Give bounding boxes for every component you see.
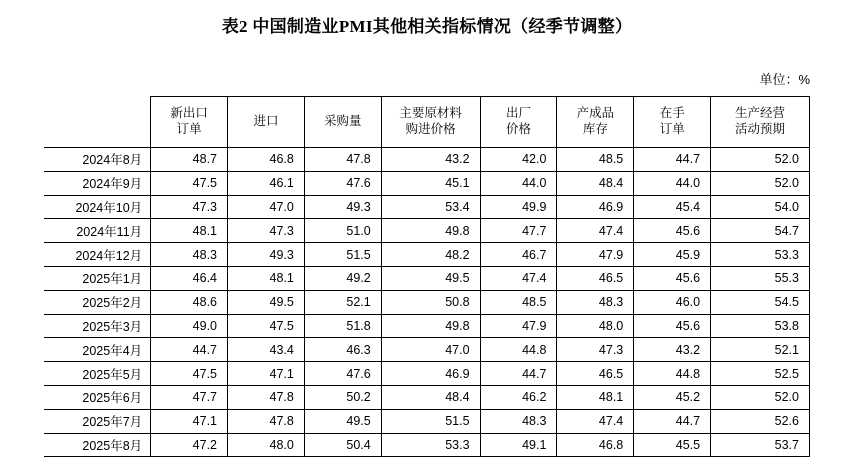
table-corner-cell: [44, 97, 151, 148]
cell-value: 43.4: [228, 338, 305, 362]
row-label: 2024年8月: [44, 148, 151, 172]
pmi-indicators-table: [44, 96, 810, 457]
cell-value: 47.5: [151, 362, 228, 386]
cell-value: 51.5: [304, 243, 381, 267]
column-header-line: 出厂: [505, 106, 531, 121]
row-label: 2025年1月: [44, 266, 151, 290]
cell-value: 48.7: [151, 148, 228, 172]
cell-value: 46.5: [557, 362, 634, 386]
table-row: [44, 314, 810, 338]
cell-value: 46.3: [304, 338, 381, 362]
cell-value: 47.8: [228, 409, 305, 433]
cell-value: 48.2: [381, 243, 480, 267]
row-label: 2025年2月: [44, 290, 151, 314]
cell-value: 44.0: [634, 171, 711, 195]
page-title: 表2 中国制造业PMI其他相关指标情况（经季节调整）: [221, 17, 633, 36]
cell-value: 51.5: [381, 409, 480, 433]
cell-value: 49.9: [480, 195, 557, 219]
table-row: [44, 362, 810, 386]
cell-value: 53.8: [711, 314, 810, 338]
cell-value: 45.4: [634, 195, 711, 219]
cell-value: 45.6: [634, 266, 711, 290]
cell-value: 53.7: [711, 433, 810, 457]
cell-value: 47.9: [557, 243, 634, 267]
cell-value: 46.7: [480, 243, 557, 267]
cell-value: 49.2: [304, 266, 381, 290]
unit-note: 单位：%: [759, 72, 810, 87]
column-header-imports: [228, 97, 305, 148]
cell-value: 54.5: [711, 290, 810, 314]
row-label: 2025年3月: [44, 314, 151, 338]
cell-value: 48.0: [557, 314, 634, 338]
cell-value: 48.3: [151, 243, 228, 267]
cell-value: 51.0: [304, 219, 381, 243]
table-row: [44, 243, 810, 267]
cell-value: 48.4: [557, 171, 634, 195]
cell-value: 47.1: [151, 409, 228, 433]
cell-value: 52.0: [711, 171, 810, 195]
column-header-line: 价格: [505, 122, 531, 136]
cell-value: 44.8: [480, 338, 557, 362]
cell-value: 47.2: [151, 433, 228, 457]
row-label: 2025年8月: [44, 433, 151, 457]
cell-value: 49.3: [304, 195, 381, 219]
cell-value: 46.1: [228, 171, 305, 195]
cell-value: 50.8: [381, 290, 480, 314]
row-label: 2025年5月: [44, 362, 151, 386]
column-header-line: 活动预期: [735, 122, 786, 136]
cell-value: 42.0: [480, 148, 557, 172]
table-row: [44, 266, 810, 290]
cell-value: 48.1: [557, 385, 634, 409]
cell-value: 52.0: [711, 148, 810, 172]
cell-value: 52.1: [711, 338, 810, 362]
cell-value: 48.0: [228, 433, 305, 457]
column-header-new-export-orders: [151, 97, 228, 148]
cell-value: 47.4: [480, 266, 557, 290]
table-header-row: [44, 97, 810, 148]
column-header-line: 在手: [659, 106, 685, 121]
row-label: 2025年4月: [44, 338, 151, 362]
cell-value: 54.7: [711, 219, 810, 243]
cell-value: 45.2: [634, 385, 711, 409]
row-label: 2024年11月: [44, 219, 151, 243]
row-label: 2024年12月: [44, 243, 151, 267]
table-row: [44, 148, 810, 172]
cell-value: 46.8: [228, 148, 305, 172]
cell-value: 47.7: [480, 219, 557, 243]
cell-value: 47.4: [557, 219, 634, 243]
cell-value: 53.3: [711, 243, 810, 267]
cell-value: 47.6: [304, 171, 381, 195]
cell-value: 47.0: [381, 338, 480, 362]
cell-value: 48.1: [228, 266, 305, 290]
cell-value: 47.8: [228, 385, 305, 409]
column-header-ex-factory-price: [480, 97, 557, 148]
row-label: 2024年10月: [44, 195, 151, 219]
cell-value: 49.3: [228, 243, 305, 267]
cell-value: 52.1: [304, 290, 381, 314]
cell-value: 47.7: [151, 385, 228, 409]
table-body: [44, 148, 810, 457]
column-header-backlog-of-orders: [634, 97, 711, 148]
table-row: [44, 409, 810, 433]
column-header-finished-goods-inventory: [557, 97, 634, 148]
row-label: 2025年7月: [44, 409, 151, 433]
cell-value: 54.0: [711, 195, 810, 219]
cell-value: 47.3: [228, 219, 305, 243]
cell-value: 49.8: [381, 314, 480, 338]
cell-value: 48.3: [557, 290, 634, 314]
cell-value: 48.4: [381, 385, 480, 409]
cell-value: 48.1: [151, 219, 228, 243]
cell-value: 49.8: [381, 219, 480, 243]
column-header-line: 进口: [253, 114, 279, 129]
column-header-line: 新出口: [170, 106, 208, 121]
cell-value: 44.8: [634, 362, 711, 386]
cell-value: 45.1: [381, 171, 480, 195]
column-header-line: 产成品: [576, 106, 615, 121]
column-header-production-business-activity-expectation: [711, 97, 810, 148]
cell-value: 45.9: [634, 243, 711, 267]
cell-value: 53.4: [381, 195, 480, 219]
cell-value: 45.6: [634, 314, 711, 338]
cell-value: 44.7: [480, 362, 557, 386]
cell-value: 46.9: [381, 362, 480, 386]
cell-value: 47.3: [151, 195, 228, 219]
cell-value: 47.3: [557, 338, 634, 362]
table-row: [44, 433, 810, 457]
cell-value: 44.7: [151, 338, 228, 362]
cell-value: 48.5: [480, 290, 557, 314]
cell-value: 49.5: [381, 266, 480, 290]
cell-value: 47.8: [304, 148, 381, 172]
cell-value: 53.3: [381, 433, 480, 457]
cell-value: 52.5: [711, 362, 810, 386]
row-label: 2025年6月: [44, 385, 151, 409]
row-label: 2024年9月: [44, 171, 151, 195]
table-row: [44, 219, 810, 243]
cell-value: 47.9: [480, 314, 557, 338]
cell-value: 47.4: [557, 409, 634, 433]
column-header-line: 采购量: [324, 114, 362, 129]
cell-value: 47.1: [228, 362, 305, 386]
table-row: [44, 338, 810, 362]
column-header-purchase-volume: [304, 97, 381, 148]
cell-value: 48.3: [480, 409, 557, 433]
column-header-line: 订单: [176, 122, 202, 136]
cell-value: 47.5: [151, 171, 228, 195]
table-row: [44, 195, 810, 219]
column-header-line: 库存: [582, 122, 608, 136]
cell-value: 49.5: [228, 290, 305, 314]
table-header: [44, 97, 810, 148]
cell-value: 49.1: [480, 433, 557, 457]
cell-value: 46.4: [151, 266, 228, 290]
cell-value: 44.7: [634, 148, 711, 172]
cell-value: 48.5: [557, 148, 634, 172]
cell-value: 52.6: [711, 409, 810, 433]
cell-value: 43.2: [381, 148, 480, 172]
column-header-main-raw-material-purchase-price: [381, 97, 480, 148]
cell-value: 46.9: [557, 195, 634, 219]
cell-value: 45.5: [634, 433, 711, 457]
table-row: [44, 171, 810, 195]
cell-value: 49.5: [304, 409, 381, 433]
table-row: [44, 385, 810, 409]
table-row: [44, 290, 810, 314]
column-header-line: 订单: [659, 122, 685, 136]
column-header-line: 购进价格: [405, 122, 456, 136]
cell-value: 47.6: [304, 362, 381, 386]
cell-value: 52.0: [711, 385, 810, 409]
cell-value: 43.2: [634, 338, 711, 362]
cell-value: 46.2: [480, 385, 557, 409]
cell-value: 55.3: [711, 266, 810, 290]
cell-value: 44.0: [480, 171, 557, 195]
cell-value: 46.8: [557, 433, 634, 457]
cell-value: 50.2: [304, 385, 381, 409]
cell-value: 46.5: [557, 266, 634, 290]
cell-value: 49.0: [151, 314, 228, 338]
cell-value: 46.0: [634, 290, 711, 314]
cell-value: 47.0: [228, 195, 305, 219]
table-container: [0, 88, 854, 457]
cell-value: 45.6: [634, 219, 711, 243]
cell-value: 44.7: [634, 409, 711, 433]
column-header-line: 生产经营: [735, 106, 786, 121]
cell-value: 50.4: [304, 433, 381, 457]
cell-value: 51.8: [304, 314, 381, 338]
column-header-line: 主要原材料: [399, 106, 462, 121]
cell-value: 48.6: [151, 290, 228, 314]
cell-value: 47.5: [228, 314, 305, 338]
